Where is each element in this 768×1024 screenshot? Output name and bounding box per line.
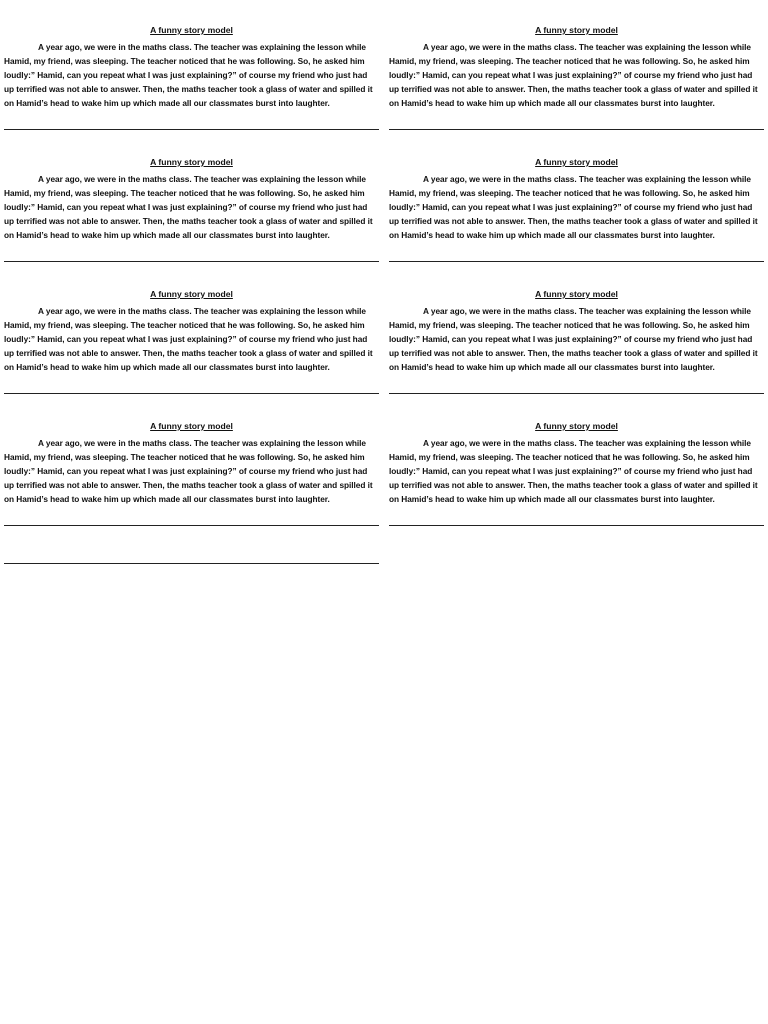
story-title: A funny story model — [535, 25, 618, 35]
story-body: A year ago, we were in the maths class. The teacher was explaining the lesson while Hamid, my friend, was sleeping. The teacher noticed that he was following. So, he asked him loudly:” Hamid, can you repeat what I was just explaining?” of course my friend who just had up terrified was not able to answer. Then, the maths teacher took a glass of water and spilled it on Hamid’s head to wake him up which made all our classmates burst into laughter. — [389, 42, 758, 108]
story-body: A year ago, we were in the maths class. The teacher was explaining the lesson while Hamid, my friend, was sleeping. The teacher noticed that he was following. So, he asked him loudly:” Hamid, can you repeat what I was just explaining?” of course my friend who just had up terrified was not able to answer. Then, the maths teacher took a glass of water and spilled it on Hamid’s head to wake him up which made all our classmates burst into laughter. — [4, 174, 373, 240]
story-title: A funny story model — [150, 25, 233, 35]
story-row — [4, 24, 764, 156]
story-card — [389, 24, 764, 130]
story-row — [4, 288, 764, 420]
story-body: A year ago, we were in the maths class. The teacher was explaining the lesson while Hamid, my friend, was sleeping. The teacher noticed that he was following. So, he asked him loudly:” Hamid, can you repeat what I was just explaining?” of course my friend who just had up terrified was not able to answer. Then, the maths teacher took a glass of water and spilled it on Hamid’s head to wake him up which made all our classmates burst into laughter. — [4, 42, 373, 108]
story-body: A year ago, we were in the maths class. The teacher was explaining the lesson while Hamid, my friend, was sleeping. The teacher noticed that he was following. So, he asked him loudly:” Hamid, can you repeat what I was just explaining?” of course my friend who just had up terrified was not able to answer. Then, the maths teacher took a glass of water and spilled it on Hamid’s head to wake him up which made all our classmates burst into laughter. — [389, 438, 758, 504]
story-title: A funny story model — [535, 289, 618, 299]
divider-line — [4, 563, 379, 564]
story-grid — [4, 24, 764, 552]
story-row — [4, 156, 764, 288]
story-card — [389, 156, 764, 262]
story-title: A funny story model — [150, 421, 233, 431]
story-card — [389, 420, 764, 526]
story-title: A funny story model — [535, 157, 618, 167]
story-body: A year ago, we were in the maths class. The teacher was explaining the lesson while Hamid, my friend, was sleeping. The teacher noticed that he was following. So, he asked him loudly:” Hamid, can you repeat what I was just explaining?” of course my friend who just had up terrified was not able to answer. Then, the maths teacher took a glass of water and spilled it on Hamid’s head to wake him up which made all our classmates burst into laughter. — [389, 306, 758, 372]
story-title: A funny story model — [150, 157, 233, 167]
story-body: A year ago, we were in the maths class. The teacher was explaining the lesson while Hamid, my friend, was sleeping. The teacher noticed that he was following. So, he asked him loudly:” Hamid, can you repeat what I was just explaining?” of course my friend who just had up terrified was not able to answer. Then, the maths teacher took a glass of water and spilled it on Hamid’s head to wake him up which made all our classmates burst into laughter. — [4, 438, 373, 504]
story-card — [389, 288, 764, 394]
story-card — [4, 24, 379, 130]
story-body: A year ago, we were in the maths class. The teacher was explaining the lesson while Hamid, my friend, was sleeping. The teacher noticed that he was following. So, he asked him loudly:” Hamid, can you repeat what I was just explaining?” of course my friend who just had up terrified was not able to answer. Then, the maths teacher took a glass of water and spilled it on Hamid’s head to wake him up which made all our classmates burst into laughter. — [389, 174, 758, 240]
story-title: A funny story model — [535, 421, 618, 431]
story-card — [4, 288, 379, 394]
story-body: A year ago, we were in the maths class. The teacher was explaining the lesson while Hamid, my friend, was sleeping. The teacher noticed that he was following. So, he asked him loudly:” Hamid, can you repeat what I was just explaining?” of course my friend who just had up terrified was not able to answer. Then, the maths teacher took a glass of water and spilled it on Hamid’s head to wake him up which made all our classmates burst into laughter. — [4, 306, 373, 372]
story-row — [4, 420, 764, 552]
story-title: A funny story model — [150, 289, 233, 299]
story-card — [4, 156, 379, 262]
story-card — [4, 420, 379, 526]
